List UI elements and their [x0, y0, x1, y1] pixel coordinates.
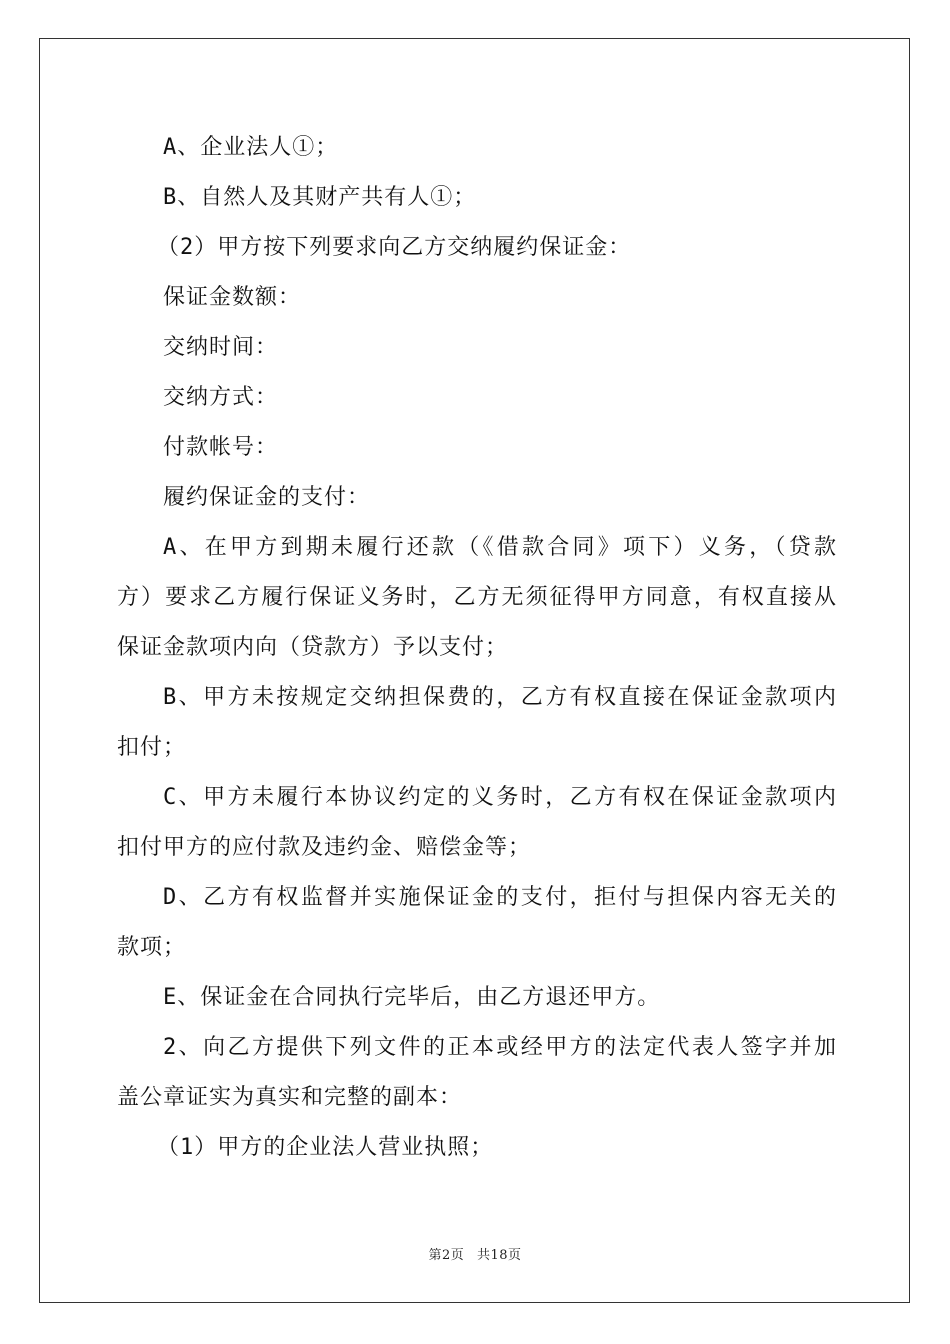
page-total: 共18页: [476, 1248, 522, 1263]
text-line: C、甲方未履行本协议约定的义务时，乙方有权在保证金款项内: [163, 785, 837, 810]
text-line: 履约保证金的支付：: [163, 485, 371, 510]
text-line: 交纳时间：: [163, 335, 279, 360]
text-line: （2）甲方按下列要求向乙方交纳履约保证金：: [157, 235, 632, 260]
text-line: 保证金款项内向（贷款方）予以支付；: [117, 635, 509, 660]
text-line: 盖公章证实为真实和完整的副本：: [117, 1085, 463, 1110]
text-line: 扣付；: [117, 735, 187, 760]
text-line: A、企业法人①；: [163, 135, 339, 160]
text-line: 2、向乙方提供下列文件的正本或经甲方的法定代表人签字并加: [163, 1035, 837, 1060]
text-line: D、乙方有权监督并实施保证金的支付，拒付与担保内容无关的: [163, 885, 837, 910]
document-body: [117, 123, 837, 1173]
text-line: 付款帐号：: [163, 435, 279, 460]
text-line: （1）甲方的企业法人营业执照；: [157, 1135, 494, 1160]
page-number: 第2页: [428, 1248, 465, 1263]
text-line: A、在甲方到期未履行还款（《借款合同》项下）义务，（贷款: [163, 535, 837, 560]
text-line: E、保证金在合同执行完毕后，由乙方退还甲方。: [163, 985, 661, 1010]
text-line: 交纳方式：: [163, 385, 279, 410]
text-line: 保证金数额：: [163, 285, 302, 310]
text-line: 款项；: [117, 935, 187, 960]
text-line: B、甲方未按规定交纳担保费的，乙方有权直接在保证金款项内: [163, 685, 837, 710]
text-line: 扣付甲方的应付款及违约金、赔偿金等；: [117, 835, 532, 860]
text-line: 方）要求乙方履行保证义务时，乙方无须征得甲方同意，有权直接从: [117, 585, 837, 610]
page-footer: [0, 1244, 950, 1263]
text-line: B、自然人及其财产共有人①；: [163, 185, 477, 210]
